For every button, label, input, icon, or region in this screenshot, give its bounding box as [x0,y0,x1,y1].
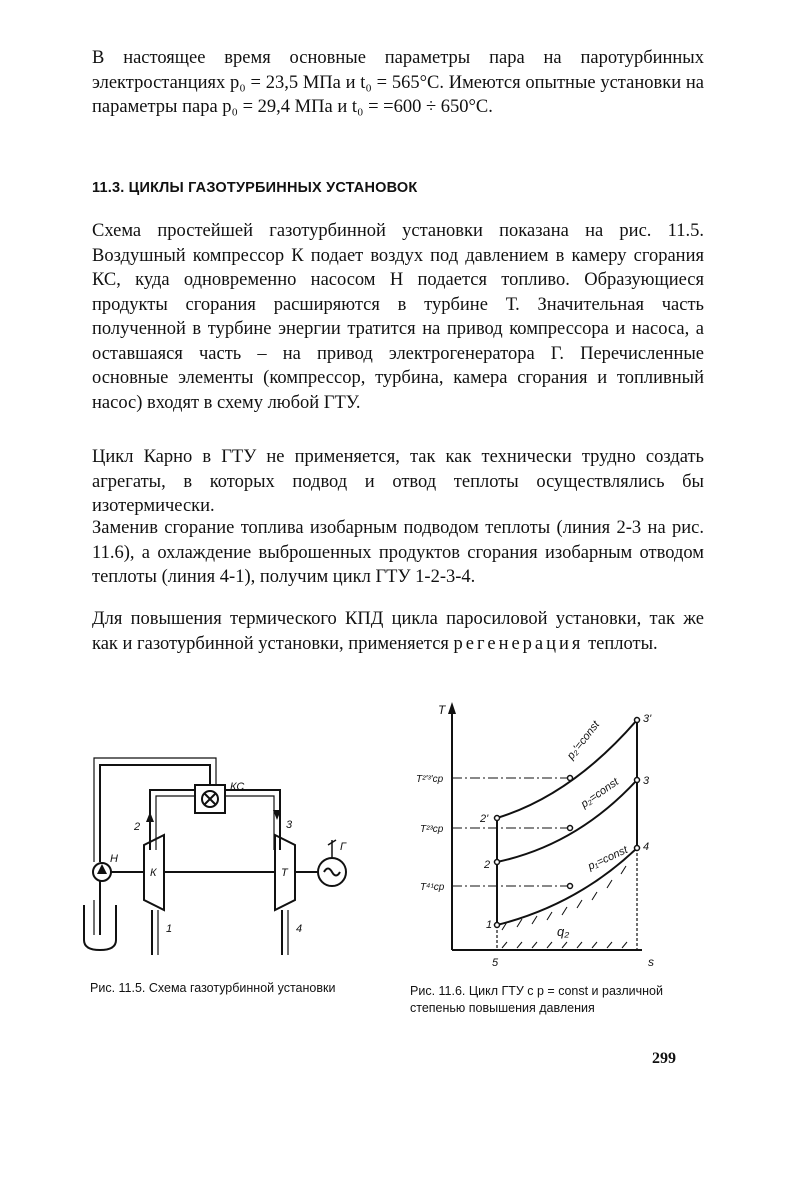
isobar-label-p2prime: p₂'=const [564,718,603,762]
gtu-scheme-figure [70,750,370,965]
paragraph-regeneration-term: регенерация [453,633,584,654]
label-t: Т [281,867,288,879]
label-g: Г [340,841,346,853]
paragraph-carnot: Цикл Карно в ГТУ не применяется, так как технически трудно создать агрегаты, в которых подвод и отвод теплоты осуществлялись бы изотермически. [92,447,704,516]
caption-fig-11-5: Рис. 11.5. Схема газотурбинной установки [90,981,336,995]
ac-icon [324,869,340,876]
point-3prime: 3' [643,713,652,725]
arrow-up-icon [146,812,154,822]
page-number: 299 [652,1050,676,1067]
label-k: К [150,867,157,879]
fuel-line [100,765,210,862]
area-label-q2: q₂ [557,924,570,939]
point-1: 1 [486,919,493,931]
isobar-p2prime [497,720,637,818]
paragraph-steam-parameters: В настоящее время основные параметры пара на паротурбинных электростанциях p₀ = 23,5 МПа и t₀ = 565°С. Имеются опытные установки на параметры пара p₀ = 29,4 МПа и t₀ = =600 ÷ 650°С. [92,48,704,117]
air-line [150,790,195,850]
paragraph-regeneration-main: Для повышения термического КПД цикла паросиловой установки, так же как и газотурбинной установки, применяется [92,609,704,654]
gas-line [225,790,280,850]
paragraph-isobaric: Заменив сгорание топлива изобарным подводом теплоты (линия 2-3 на рис. 11.6), а охлаждение выброшенных продуктов сгорания изобарным отводом теплоты (линия 4-1), получим цикл ГТУ 1-2-3-4. [92,518,704,587]
point-4: 4 [643,841,650,853]
axis-label-t: T [438,703,446,717]
isobar-label-p1: p₁=const [586,843,630,873]
label-1: 1 [166,923,173,935]
pump-arrow-icon [97,864,107,874]
paragraph-regeneration [92,607,704,656]
ts-diagram-figure [412,700,672,970]
point-3: 3 [643,775,650,787]
isobar-label-p2: p₂=const [578,775,621,811]
point-5: 5 [492,957,499,969]
axis-label-s: s [648,955,654,969]
point-2prime: 2' [480,813,489,825]
section-heading: 11.3. ЦИКЛЫ ГАЗОТУРБИННЫХ УСТАНОВОК [92,180,418,196]
caption-fig-11-6: Рис. 11.6. Цикл ГТУ с p = const и различной степенью повышения давления [410,984,663,1015]
tmean-label-top: T²'³'ср [416,774,444,785]
paragraph-regeneration-end: теплоты. [588,633,658,654]
tmean-label-mid: T²³ср [420,824,444,835]
tmean-label-low: T⁴¹ср [420,882,445,893]
label-3: 3 [286,819,293,831]
label-2: 2 [134,821,141,833]
label-h: Н [110,853,118,865]
label-ks: КС [230,781,245,793]
t-axis-arrow-icon [448,702,456,714]
fuel-line-outer [94,758,216,862]
paragraph-gtu-scheme: Схема простейшей газотурбинной установки показана на рис. 11.5. Воздушный компрессор К подает воздух под давлением в камеру сгорания КС, куда одновременно насосом Н подается топливо. Образующиеся продукты сгорания расширяются в турбине Т. Значительная часть полученной в турбине энергии тратится на привод компрессора и насоса, а оставшаяся часть – на привод электрогенератора Г. Перечисленные основные элементы (компрессор, турбина, камера сгорания и топливный насос) входят в схему любой ГТУ. [92,221,704,413]
label-4: 4 [296,923,303,935]
point-2: 2 [484,859,491,871]
